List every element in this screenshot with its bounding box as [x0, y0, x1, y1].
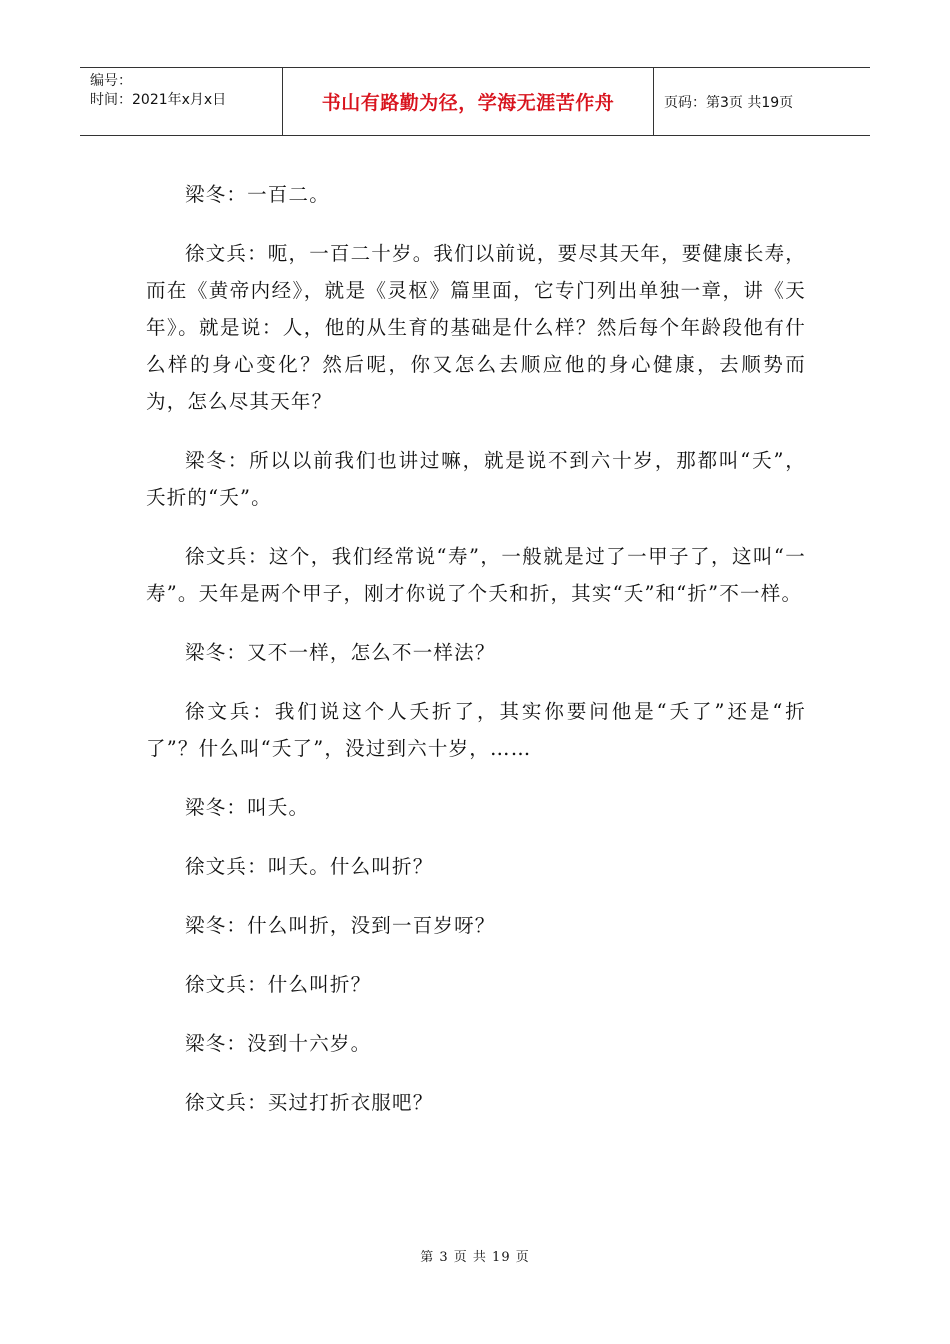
paragraph: 徐文兵：叫夭。什么叫折？: [185, 855, 434, 878]
header-motto: 书山有路勤为径，学海无涯苦作舟: [282, 68, 654, 135]
header-meta: [80, 68, 282, 135]
paragraph: 徐文兵：什么叫折？: [185, 973, 372, 996]
header-page-info: 页码：第3页 共19页: [664, 94, 794, 111]
paragraph: 梁冬：什么叫折，没到一百岁呀？: [185, 914, 496, 937]
page-footer: 第 3 页 共 19 页: [420, 1250, 530, 1265]
paragraph: 徐文兵：这个，我们经常说“寿”，一般就是过了一甲子了，这叫“一寿”。天年是两个甲子，刚才你说了个夭和折，其实“夭”和“折”不一样。: [146, 545, 806, 605]
paragraph: 徐文兵：买过打折衣服吧？: [185, 1091, 434, 1114]
paragraph: 梁冬：又不一样，怎么不一样法？: [185, 641, 496, 664]
paragraph: 徐文兵：我们说这个人夭折了，其实你要问他是“夭了”还是“折了”？什么叫“夭了”，没过到六十岁，……: [146, 700, 806, 760]
dialogue-body: [146, 176, 806, 1143]
paragraph: 梁冬：叫夭。: [185, 796, 310, 819]
paragraph: 徐文兵：呃，一百二十岁。我们以前说，要尽其天年，要健康长寿，而在《黄帝内经》，就是《灵枢》篇里面，它专门列出单独一章，讲《天年》。就是说：人，他的从生育的基础是什么样？然后每个年龄段他有什么样的身心变化？然后呢，你又怎么去顺应他的身心健康，去顺势而为，怎么尽其天年？: [146, 242, 807, 413]
paragraph: 梁冬：所以以前我们也讲过嘛，就是说不到六十岁，那都叫“夭”，夭折的“夭”。: [146, 449, 806, 509]
number-label: 编号：: [90, 73, 132, 89]
date-label: 时间：2021年x月x日: [90, 92, 227, 108]
document-header: [80, 67, 870, 136]
paragraph: 梁冬：一百二。: [185, 183, 330, 206]
paragraph: 梁冬：没到十六岁。: [185, 1032, 372, 1055]
